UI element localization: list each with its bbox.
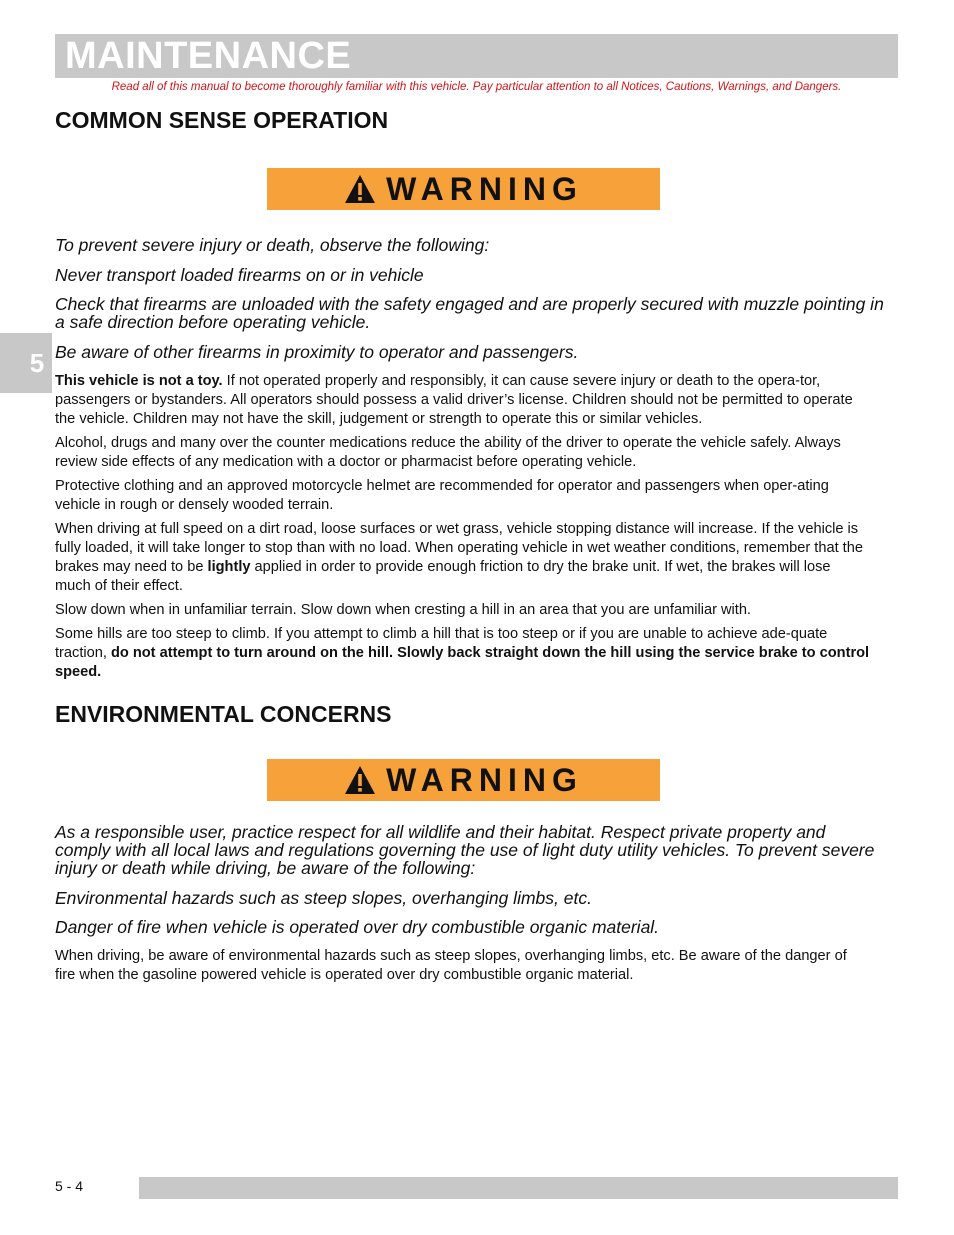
- paragraph-text: Some hills are too steep to climb. If you attempt to climb a hill that is too steep or if you are unable to achieve ade-quate traction,: [55, 626, 828, 661]
- paragraph: When driving, be aware of environmental hazards such as steep slopes, overhanging limbs, etc. Be aware of the danger of fire when the gasoline powered vehicle is operated over dry combustible organic material.: [55, 948, 847, 983]
- warning-banner: [267, 759, 660, 801]
- warning-line: Never transport loaded firearms on or in vehicle: [55, 264, 424, 285]
- warning-label: WARNING: [386, 761, 583, 798]
- warning-label: WARNING: [386, 170, 583, 207]
- warning-line: Check that firearms are unloaded with the safety engaged and are properly secured with muzzle pointing in a safe direction before operating vehicle.: [55, 294, 884, 332]
- warning-line: To prevent severe injury or death, observe the following:: [55, 235, 490, 255]
- bold-text: do not attempt to turn around on the hill. Slowly back straight down the hill using the service brake to control speed.: [55, 645, 870, 680]
- paragraph: [55, 372, 870, 429]
- paragraph: Alcohol, drugs and many over the counter medications reduce the ability of the driver to operate the vehicle safely. Always review side effects of any medication with a doctor or pharmacist before operating vehicle.: [55, 435, 841, 470]
- footer-bar: [139, 1177, 898, 1199]
- warning-text-block: [55, 236, 885, 372]
- warning-line: Danger of fire when vehicle is operated over dry combustible organic material.: [55, 917, 660, 937]
- page-number: 5 - 4: [55, 1178, 84, 1194]
- paragraph: Protective clothing and an approved motorcycle helmet are recommended for operator and passengers when oper-ating vehicle in rough or densely wooded terrain.: [55, 478, 829, 513]
- warning-triangle-icon: [344, 765, 376, 795]
- chapter-tab: 5: [0, 333, 52, 393]
- body-text-block: [55, 947, 870, 990]
- paragraph: Slow down when in unfamiliar terrain. Slow down when cresting a hill in an area that you are unfamiliar with.: [55, 602, 751, 618]
- paragraph-text: When driving at full speed on a dirt road, loose surfaces or wet grass, vehicle stopping distance will increase. If the vehicle is fully loaded, it will take longer to stop than with no load. When operating vehicle in wet weather conditions, remember that the brakes may need to be: [55, 521, 863, 575]
- paragraph: [55, 520, 870, 596]
- bold-text: lightly: [207, 559, 251, 575]
- header-bar: [55, 34, 898, 78]
- warning-text-block: [55, 823, 885, 948]
- page-title: MAINTENANCE: [65, 35, 352, 77]
- safety-notice: Read all of this manual to become thoroughly familiar with this vehicle. Pay particular attention to all Notices, Cautions, Warnings, and Dangers.: [111, 81, 842, 93]
- warning-line: As a responsible user, practice respect for all wildlife and their habitat. Respect private property and comply with all local laws and regulations governing the use of light duty utility vehicles. To prevent severe injury or death while driving, be aware of the following:: [55, 822, 875, 878]
- section-heading-environmental: ENVIRONMENTAL CONCERNS: [55, 701, 392, 727]
- paragraph-text: applied in order to provide enough friction to dry the brake unit. If wet, the brakes will lose much of their effect.: [55, 559, 831, 594]
- warning-line: Be aware of other firearms in proximity to operator and passengers.: [55, 341, 579, 362]
- warning-line: Environmental hazards such as steep slopes, overhanging limbs, etc.: [55, 887, 592, 908]
- paragraph: [55, 625, 870, 682]
- section-heading-common-sense: COMMON SENSE OPERATION: [55, 107, 389, 133]
- body-text-block: [55, 372, 870, 687]
- paragraph-text: If not operated properly and responsibly, it can cause severe injury or death to the opera-tor, passengers or bystanders. All operators should possess a valid driver’s license. Children should not be permitted to operate the vehicle. Children may not have the skill, judgement or strength to operate this or similar vehicles.: [55, 373, 853, 427]
- warning-banner: [267, 168, 660, 210]
- warning-triangle-icon: [344, 174, 376, 204]
- bold-text: This vehicle is not a toy.: [55, 373, 223, 389]
